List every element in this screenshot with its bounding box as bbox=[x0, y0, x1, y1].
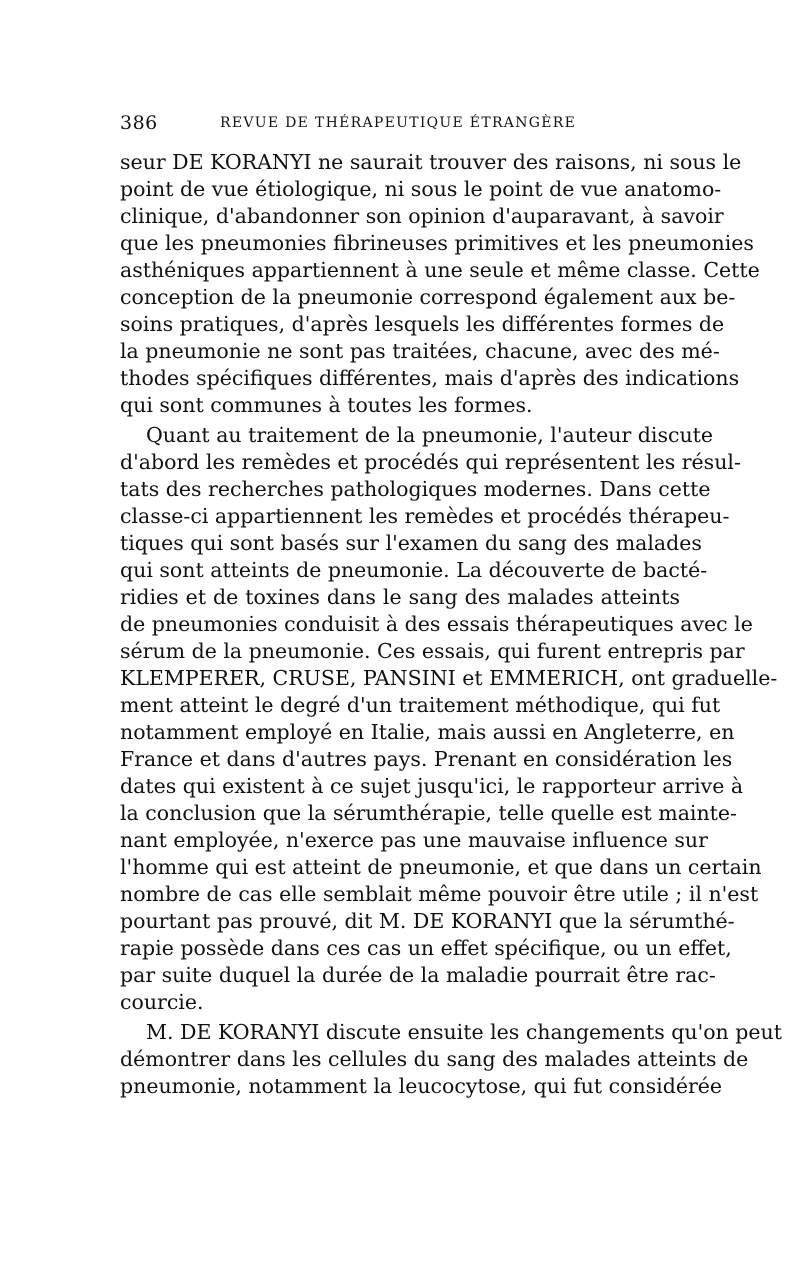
text-line: dates qui existent à ce sujet jusqu'ici, le rapporteur arrive à bbox=[120, 774, 744, 798]
text-line: qui sont atteints de pneumonie. La découverte de bacté- bbox=[120, 558, 708, 582]
text-line: asthéniques appartiennent à une seule et même classe. Cette bbox=[120, 258, 760, 282]
text-line: démontrer dans les cellules du sang des malades atteints de bbox=[120, 1047, 749, 1071]
text-line: l'homme qui est atteint de pneumonie, et que dans un certain bbox=[120, 855, 762, 879]
text-line: la pneumonie ne sont pas traitées, chacune, avec des mé- bbox=[120, 339, 720, 363]
text-line: tats des recherches pathologiques modernes. Dans cette bbox=[120, 477, 711, 501]
text-line: d'abord les remèdes et procédés qui représentent les résul- bbox=[120, 450, 741, 474]
text-line: sérum de la pneumonie. Ces essais, qui furent entrepris par bbox=[120, 639, 745, 663]
text-line: que les pneumonies fibrineuses primitives et les pneumonies bbox=[120, 231, 754, 255]
text-line: notamment employé en Italie, mais aussi en Angleterre, en bbox=[120, 720, 735, 744]
text-line: de pneumonies conduisit à des essais thérapeutiques avec le bbox=[120, 612, 753, 636]
text-line: KLEMPERER, CRUSE, PANSINI et EMMERICH, ont graduelle- bbox=[120, 666, 778, 690]
text-line: soins pratiques, d'après lesquels les différentes formes de bbox=[120, 312, 725, 336]
text-line: qui sont communes à toutes les formes. bbox=[120, 393, 533, 417]
text-line: nombre de cas elle semblait même pouvoir être utile ; il n'est bbox=[120, 882, 759, 906]
text-line: France et dans d'autres pays. Prenant en considération les bbox=[120, 747, 733, 771]
text-line: ment atteint le degré d'un traitement méthodique, qui fut bbox=[120, 693, 721, 717]
text-line: seur DE KORANYI ne saurait trouver des raisons, ni sous le bbox=[120, 150, 742, 174]
text-line: thodes spécifiques différentes, mais d'après des indications bbox=[120, 366, 740, 390]
text-line: tiques qui sont basés sur l'examen du sang des malades bbox=[120, 531, 702, 555]
text-line: pourtant pas prouvé, dit M. DE KORANYI que la sérumthé- bbox=[120, 909, 735, 933]
text-line: classe-ci appartiennent les remèdes et procédés thérapeu- bbox=[120, 504, 730, 528]
text-line: Quant au traitement de la pneumonie, l'auteur discute bbox=[146, 423, 714, 447]
text-line: nant employée, n'exerce pas une mauvaise influence sur bbox=[120, 828, 708, 852]
text-line: la conclusion que la sérumthérapie, telle quelle est mainte- bbox=[120, 801, 737, 825]
page-number: 386 bbox=[120, 112, 158, 134]
text-line: conception de la pneumonie correspond également aux be- bbox=[120, 285, 736, 309]
text-line: pneumonie, notamment la leucocytose, qui fut considérée bbox=[120, 1074, 723, 1098]
page-header bbox=[120, 112, 680, 142]
text-line: M. DE KORANYI discute ensuite les changements qu'on peut bbox=[146, 1020, 782, 1044]
text-line: courcie. bbox=[120, 990, 204, 1014]
running-title: REVUE DE THÉRAPEUTIQUE ÉTRANGÈRE bbox=[220, 115, 577, 131]
text-line: rapie possède dans ces cas un effet spécifique, ou un effet, bbox=[120, 936, 732, 960]
text-line: clinique, d'abandonner son opinion d'auparavant, à savoir bbox=[120, 204, 724, 228]
text-line: par suite duquel la durée de la maladie pourrait être rac- bbox=[120, 963, 716, 987]
text-line: ridies et de toxines dans le sang des malades atteints bbox=[120, 585, 680, 609]
text-line: point de vue étiologique, ni sous le point de vue anatomo- bbox=[120, 177, 722, 201]
